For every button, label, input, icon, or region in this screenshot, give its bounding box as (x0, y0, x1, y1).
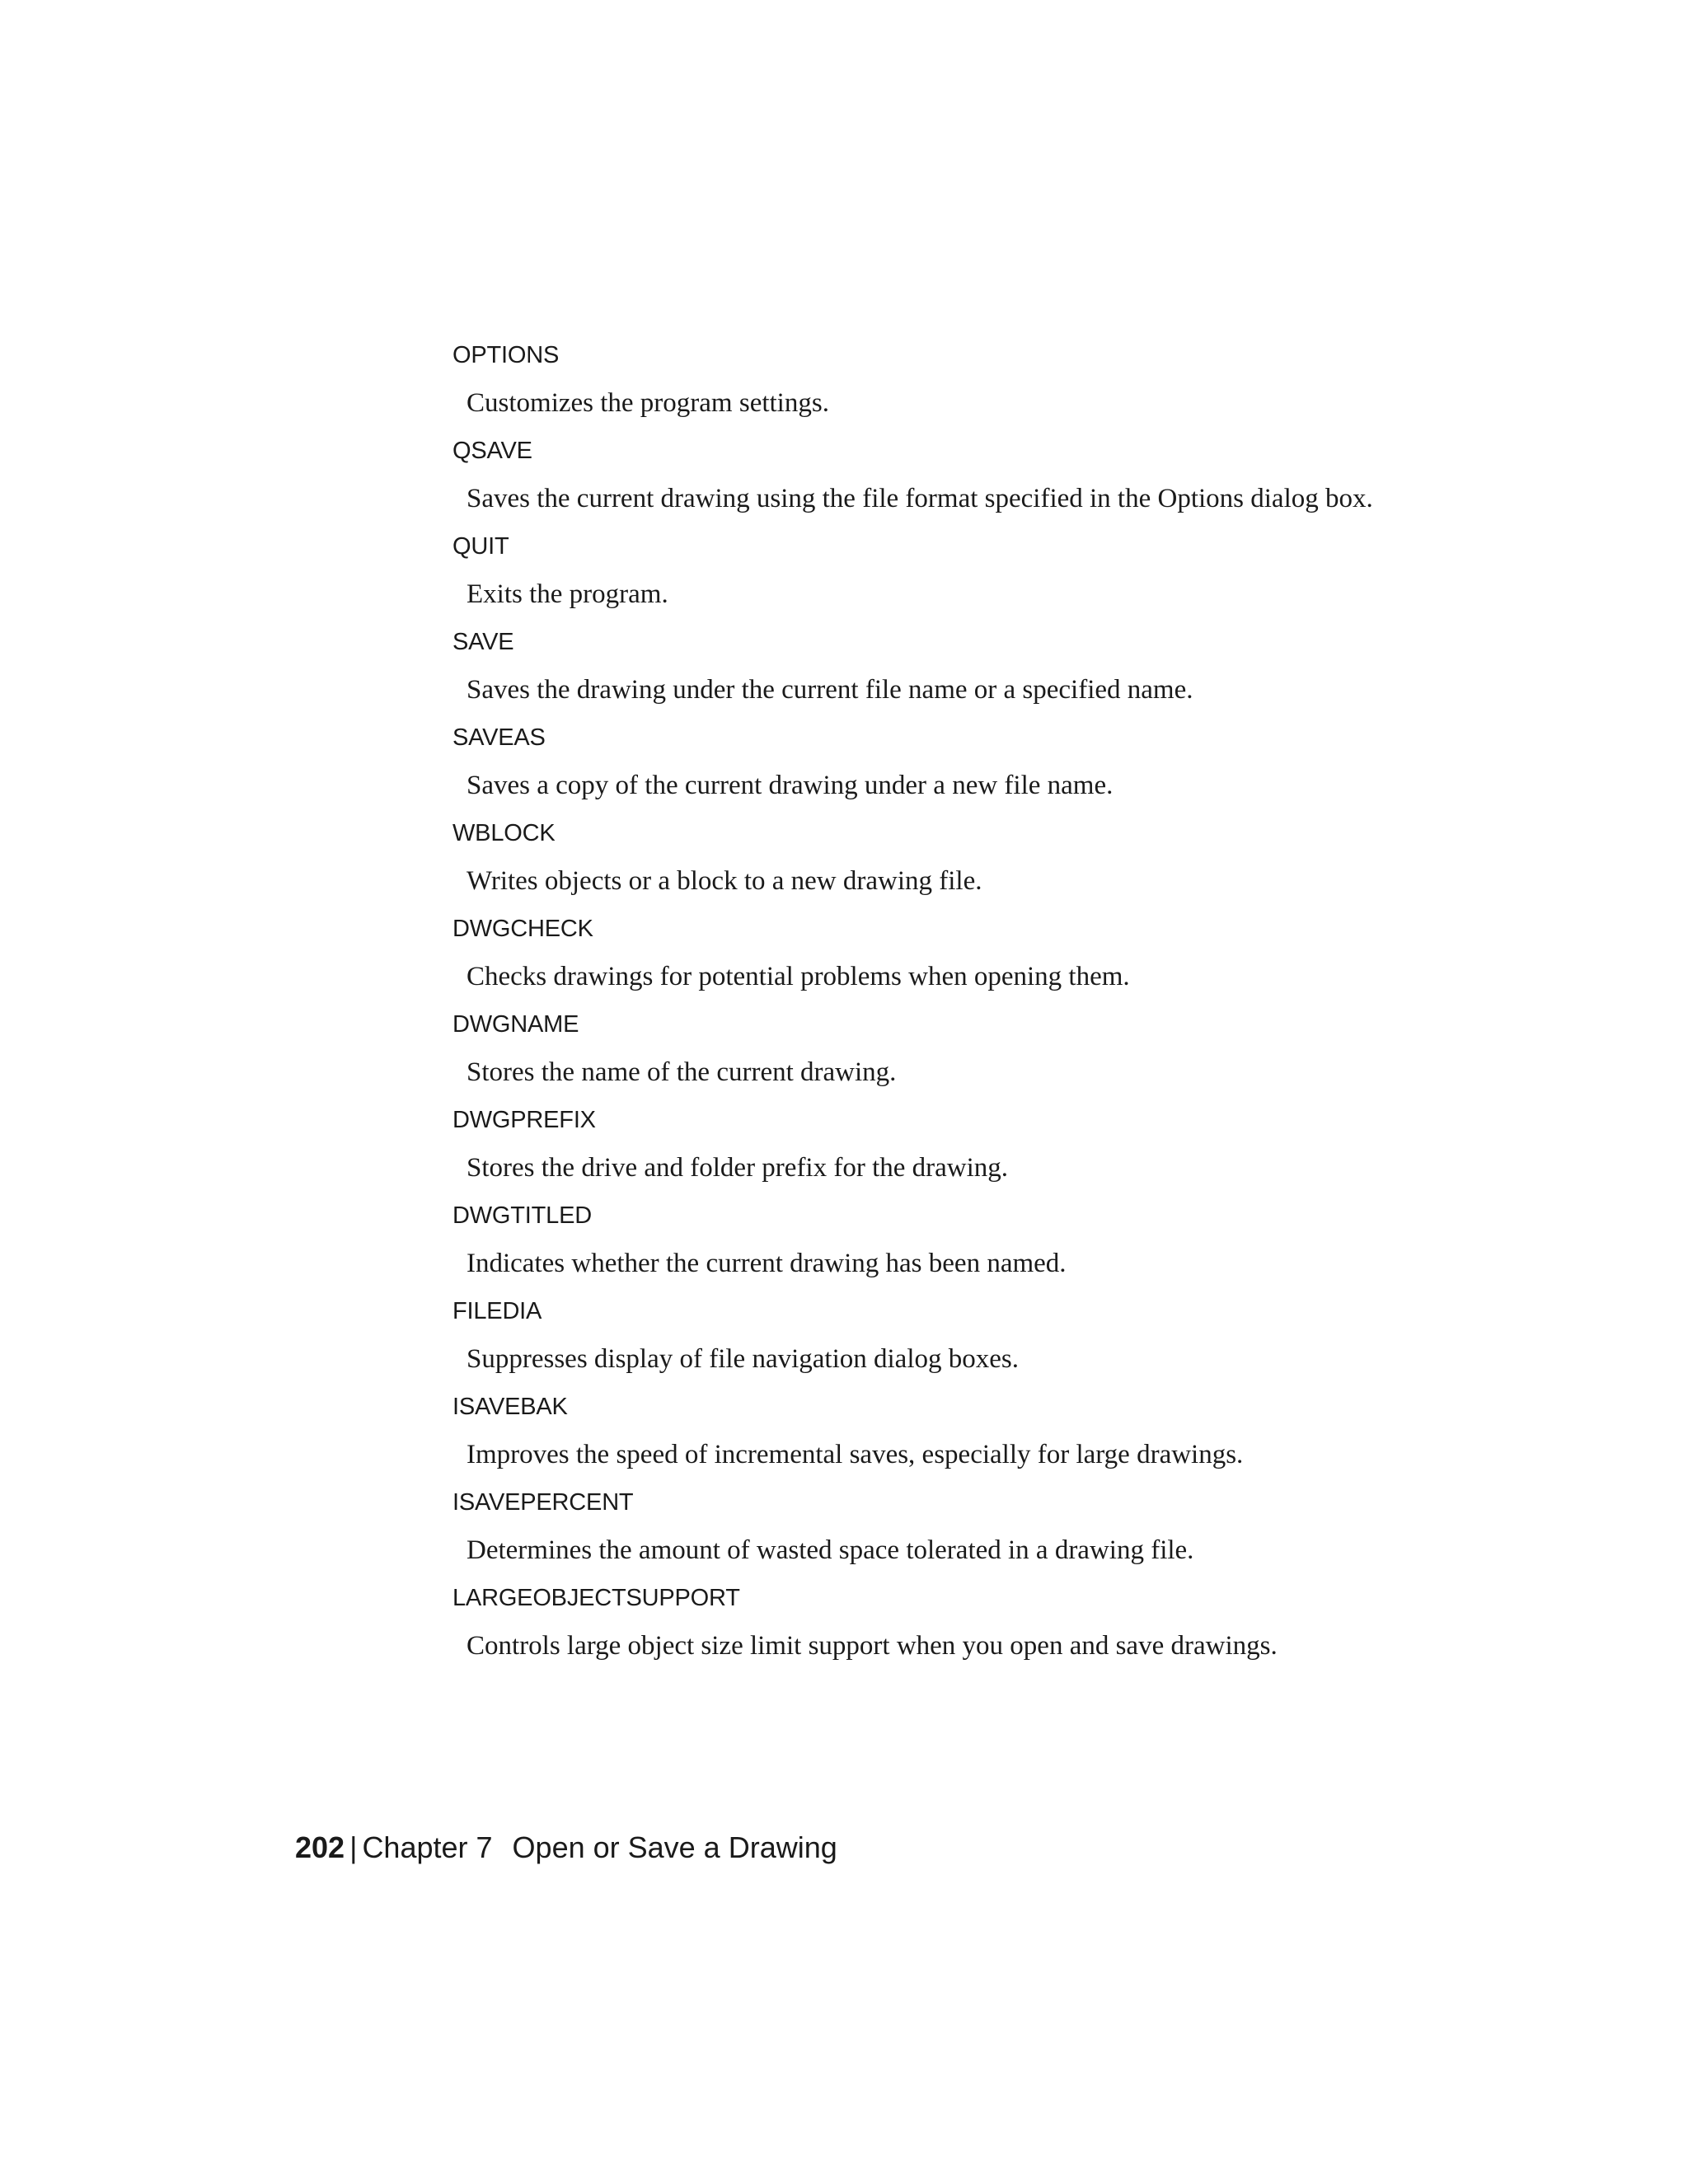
chapter-label: Chapter 7 (362, 1830, 493, 1864)
entry-term: LARGEOBJECTSUPPORT (452, 1585, 740, 1611)
entry-term: ISAVEPERCENT (452, 1489, 634, 1516)
entry-term: OPTIONS (452, 342, 560, 368)
entry-dwgcheck (452, 913, 1367, 992)
entry-description: Writes objects or a block to a new drawing file. (467, 866, 982, 896)
entry-list (452, 340, 1373, 1678)
entry-term: SAVEAS (452, 724, 546, 751)
entry-term: SAVE (452, 629, 514, 655)
entry-description: Indicates whether the current drawing has been named. (467, 1249, 1067, 1278)
entry-isavebak (452, 1391, 1367, 1470)
entry-term: WBLOCK (452, 820, 556, 846)
entry-dwgname (452, 1009, 1367, 1088)
entry-term: ISAVEBAK (452, 1394, 568, 1420)
entry-term: QSAVE (452, 438, 532, 464)
entry-term: DWGPREFIX (452, 1107, 596, 1133)
entry-term: FILEDIA (452, 1298, 542, 1324)
entry-quit (452, 531, 1367, 610)
entry-term: DWGCHECK (452, 916, 593, 942)
entry-description: Customizes the program settings. (467, 388, 829, 418)
entry-term: DWGNAME (452, 1011, 579, 1038)
entry-description: Stores the drive and folder prefix for the drawing. (467, 1153, 1009, 1183)
entry-wblock (452, 818, 1367, 897)
entry-description: Saves the drawing under the current file name or a specified name. (467, 675, 1193, 705)
entry-description: Saves the current drawing using the file format specified in the Options dialog box. (467, 484, 1373, 513)
chapter-title: Open or Save a Drawing (512, 1830, 837, 1864)
entry-largeobjectsupport (452, 1582, 1367, 1661)
footer-separator: | (349, 1830, 358, 1864)
entry-filedia (452, 1296, 1367, 1375)
entry-description: Checks drawings for potential problems when opening them. (467, 962, 1130, 991)
entry-description: Controls large object size limit support when you open and save drawings. (467, 1631, 1278, 1661)
entry-description: Exits the program. (467, 579, 668, 609)
entry-save (452, 626, 1367, 705)
page-footer (295, 1830, 837, 1866)
page-number: 202 (295, 1830, 345, 1864)
entry-dwgtitled (452, 1200, 1367, 1279)
entry-dwgprefix (452, 1104, 1367, 1183)
entry-qsave (452, 435, 1373, 514)
entry-description: Saves a copy of the current drawing under a new file name. (467, 771, 1114, 800)
entry-description: Improves the speed of incremental saves, especially for large drawings. (467, 1440, 1244, 1469)
entry-options (452, 340, 1367, 419)
entry-term: QUIT (452, 533, 509, 560)
entry-isavepercent (452, 1487, 1367, 1566)
entry-description: Stores the name of the current drawing. (467, 1057, 897, 1087)
entry-description: Suppresses display of file navigation dialog boxes. (467, 1344, 1019, 1374)
entry-term: DWGTITLED (452, 1202, 592, 1229)
entry-saveas (452, 722, 1367, 801)
entry-description: Determines the amount of wasted space tolerated in a drawing file. (467, 1535, 1194, 1565)
